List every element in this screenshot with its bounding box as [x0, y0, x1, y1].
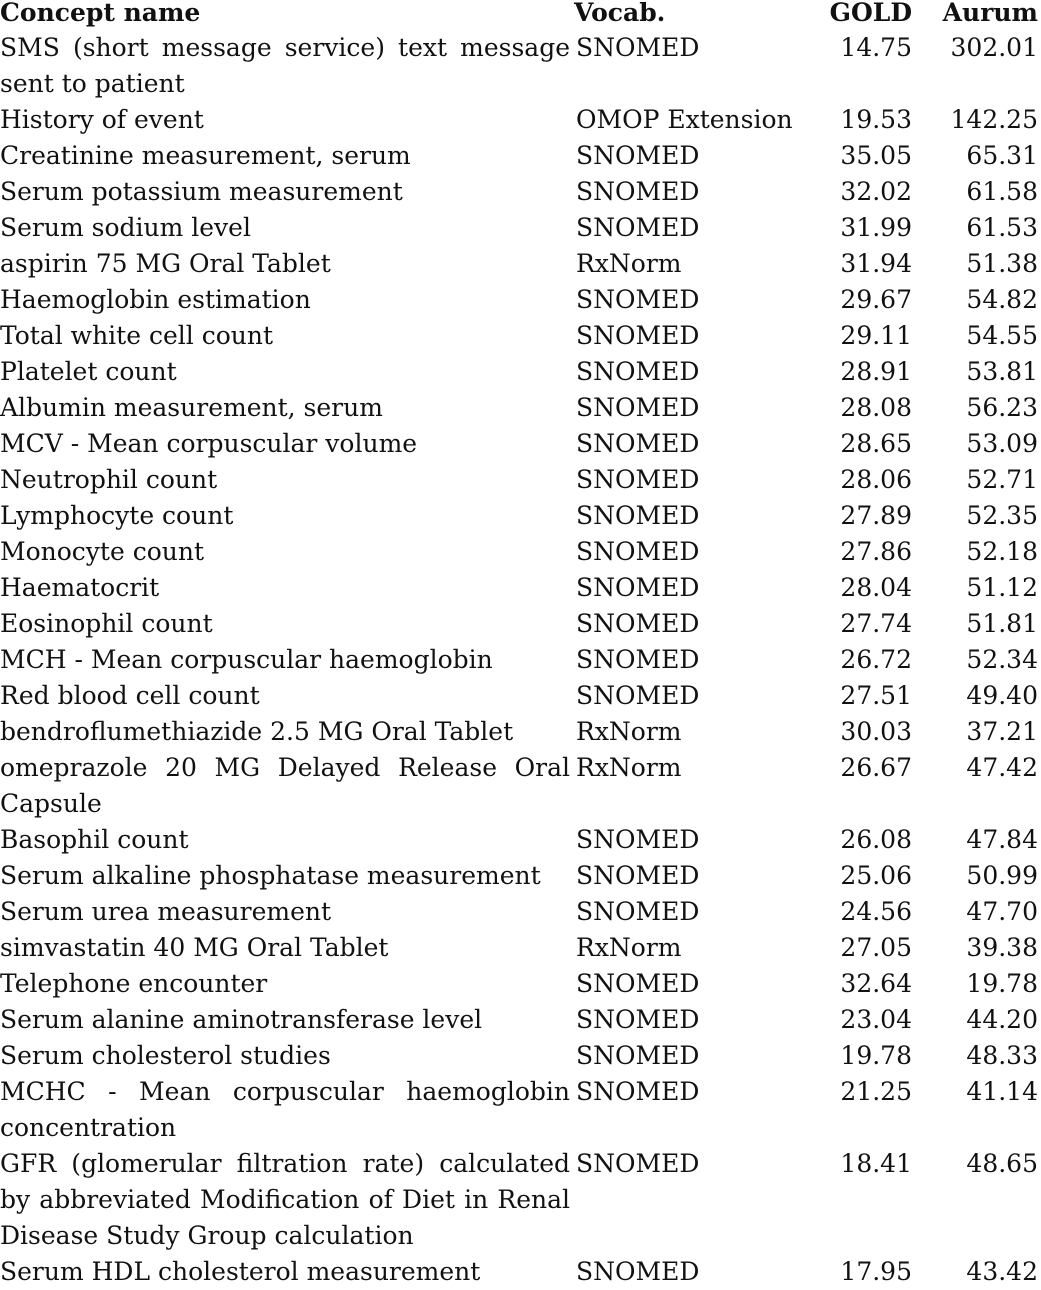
vocab-cell: SNOMED: [576, 969, 700, 998]
vocab-cell: SNOMED: [576, 393, 700, 422]
vocab-cell: SNOMED: [576, 321, 700, 350]
concept-name-cell: History of event: [0, 105, 204, 134]
concept-name-cell: GFR (glomerular filtration rate) calculated by abbreviated Modification of Diet in Renal Disease Study Group calculation: [0, 1149, 570, 1250]
vocab-cell: SNOMED: [576, 177, 700, 206]
table-row: [0, 1254, 1041, 1290]
concept-name-cell: MCV - Mean corpuscular volume: [0, 429, 418, 458]
gold-value-cell: 24.56: [840, 897, 912, 926]
table-row: [0, 534, 1041, 570]
concept-name-cell: Creatinine measurement, serum: [0, 141, 411, 170]
gold-value-cell: 14.75: [840, 33, 912, 62]
aurum-value-cell: 47.42: [966, 753, 1038, 782]
table-header: [0, 0, 1041, 30]
aurum-value-cell: 47.70: [966, 897, 1038, 926]
aurum-value-cell: 65.31: [966, 141, 1038, 170]
vocab-cell: SNOMED: [576, 357, 700, 386]
table-row: [0, 678, 1041, 714]
concept-name-cell: Haemoglobin estimation: [0, 285, 311, 314]
gold-value-cell: 25.06: [840, 861, 912, 890]
vocab-cell: SNOMED: [576, 501, 700, 530]
aurum-value-cell: 47.84: [966, 825, 1038, 854]
aurum-value-cell: 56.23: [966, 393, 1038, 422]
concept-name-cell: aspirin 75 MG Oral Tablet: [0, 249, 331, 278]
gold-value-cell: 23.04: [840, 1005, 912, 1034]
concept-name-cell: Serum alanine aminotransferase level: [0, 1005, 483, 1034]
gold-value-cell: 28.91: [840, 357, 912, 386]
header-row: [0, 0, 1041, 30]
concept-name-cell: Albumin measurement, serum: [0, 393, 383, 422]
vocab-cell: SNOMED: [576, 465, 700, 494]
gold-value-cell: 28.08: [840, 393, 912, 422]
vocab-cell: SNOMED: [576, 573, 700, 602]
aurum-value-cell: 50.99: [966, 861, 1038, 890]
concept-name-cell: MCH - Mean corpuscular haemoglobin: [0, 645, 493, 674]
vocab-cell: SNOMED: [576, 1041, 700, 1070]
gold-value-cell: 31.94: [840, 249, 912, 278]
vocab-cell: SNOMED: [576, 681, 700, 710]
vocab-cell: RxNorm: [576, 753, 682, 782]
table-row: [0, 210, 1041, 246]
aurum-value-cell: 52.18: [966, 537, 1038, 566]
concept-name-cell: SMS (short message service) text message sent to patient: [0, 33, 570, 98]
gold-value-cell: 32.02: [840, 177, 912, 206]
vocab-cell: SNOMED: [576, 861, 700, 890]
table-row: [0, 30, 1041, 102]
header-gold: GOLD: [829, 0, 912, 27]
concept-name-cell: bendroflumethiazide 2.5 MG Oral Tablet: [0, 717, 514, 746]
vocab-cell: SNOMED: [576, 33, 700, 62]
gold-value-cell: 17.95: [840, 1257, 912, 1286]
vocab-cell: SNOMED: [576, 1149, 700, 1178]
concept-name-cell: Serum potassium measurement: [0, 177, 403, 206]
table-row: [0, 1038, 1041, 1074]
concept-name-cell: Neutrophil count: [0, 465, 218, 494]
aurum-value-cell: 61.53: [966, 213, 1038, 242]
gold-value-cell: 28.04: [840, 573, 912, 602]
table-row: [0, 894, 1041, 930]
aurum-value-cell: 51.81: [966, 609, 1038, 638]
concept-name-cell: Serum HDL cholesterol measurement: [0, 1257, 481, 1286]
vocab-cell: RxNorm: [576, 717, 682, 746]
header-concept-name: Concept name: [0, 0, 201, 27]
aurum-value-cell: 48.33: [966, 1041, 1038, 1070]
table-row: [0, 174, 1041, 210]
concept-name-cell: Basophil count: [0, 825, 189, 854]
table-row: [0, 930, 1041, 966]
gold-value-cell: 27.89: [840, 501, 912, 530]
concept-name-cell: Serum urea measurement: [0, 897, 332, 926]
table-row: [0, 1002, 1041, 1038]
concept-name-cell: Monocyte count: [0, 537, 205, 566]
table-row: [0, 750, 1041, 822]
vocab-cell: SNOMED: [576, 213, 700, 242]
gold-value-cell: 32.64: [840, 969, 912, 998]
aurum-value-cell: 51.38: [966, 249, 1038, 278]
table-row: [0, 102, 1041, 138]
vocab-cell: SNOMED: [576, 645, 700, 674]
gold-value-cell: 27.51: [840, 681, 912, 710]
vocab-cell: SNOMED: [576, 1077, 700, 1106]
table-body: [0, 30, 1041, 1290]
gold-value-cell: 27.74: [840, 609, 912, 638]
gold-value-cell: 28.65: [840, 429, 912, 458]
table-row: [0, 426, 1041, 462]
table-row: [0, 246, 1041, 282]
concept-name-cell: Platelet count: [0, 357, 177, 386]
vocab-cell: SNOMED: [576, 141, 700, 170]
gold-value-cell: 26.72: [840, 645, 912, 674]
aurum-value-cell: 302.01: [950, 33, 1038, 62]
table-row: [0, 642, 1041, 678]
gold-value-cell: 26.67: [840, 753, 912, 782]
vocab-cell: SNOMED: [576, 285, 700, 314]
concept-name-cell: Haematocrit: [0, 573, 160, 602]
table-row: [0, 390, 1041, 426]
aurum-value-cell: 19.78: [966, 969, 1038, 998]
aurum-value-cell: 52.34: [966, 645, 1038, 674]
concept-name-cell: Serum cholesterol studies: [0, 1041, 331, 1070]
table-row: [0, 822, 1041, 858]
aurum-value-cell: 53.09: [966, 429, 1038, 458]
gold-value-cell: 31.99: [840, 213, 912, 242]
table-row: [0, 606, 1041, 642]
aurum-value-cell: 61.58: [966, 177, 1038, 206]
vocab-cell: RxNorm: [576, 249, 682, 278]
vocab-cell: SNOMED: [576, 1005, 700, 1034]
table-row: [0, 1074, 1041, 1146]
gold-value-cell: 29.67: [840, 285, 912, 314]
table-row: [0, 138, 1041, 174]
gold-value-cell: 27.05: [840, 933, 912, 962]
aurum-value-cell: 37.21: [966, 717, 1038, 746]
gold-value-cell: 29.11: [840, 321, 912, 350]
gold-value-cell: 28.06: [840, 465, 912, 494]
table-row: [0, 966, 1041, 1002]
table-row: [0, 282, 1041, 318]
vocab-cell: SNOMED: [576, 609, 700, 638]
aurum-value-cell: 41.14: [966, 1077, 1038, 1106]
vocab-cell: SNOMED: [576, 429, 700, 458]
header-aurum: Aurum: [942, 0, 1038, 27]
table-row: [0, 570, 1041, 606]
gold-value-cell: 27.86: [840, 537, 912, 566]
aurum-value-cell: 51.12: [966, 573, 1038, 602]
aurum-value-cell: 39.38: [966, 933, 1038, 962]
vocab-cell: OMOP Extension: [576, 105, 793, 134]
gold-value-cell: 30.03: [840, 717, 912, 746]
concept-name-cell: Lymphocyte count: [0, 501, 234, 530]
aurum-value-cell: 48.65: [966, 1149, 1038, 1178]
concept-name-cell: MCHC - Mean corpuscular haemoglobin concentration: [0, 1077, 570, 1142]
concept-name-cell: simvastatin 40 MG Oral Tablet: [0, 933, 389, 962]
vocab-cell: SNOMED: [576, 1257, 700, 1286]
aurum-value-cell: 43.42: [966, 1257, 1038, 1286]
table-row: [0, 858, 1041, 894]
gold-value-cell: 18.41: [840, 1149, 912, 1178]
aurum-value-cell: 54.82: [966, 285, 1038, 314]
vocab-cell: SNOMED: [576, 537, 700, 566]
table-row: [0, 498, 1041, 534]
aurum-value-cell: 49.40: [966, 681, 1038, 710]
gold-value-cell: 35.05: [840, 141, 912, 170]
aurum-value-cell: 142.25: [950, 105, 1038, 134]
concept-name-cell: omeprazole 20 MG Delayed Release Oral Capsule: [0, 753, 570, 818]
table-row: [0, 714, 1041, 750]
table-row: [0, 462, 1041, 498]
concept-name-cell: Red blood cell count: [0, 681, 260, 710]
concept-name-cell: Serum alkaline phosphatase measurement: [0, 861, 541, 890]
gold-value-cell: 19.53: [840, 105, 912, 134]
concept-name-cell: Telephone encounter: [0, 969, 268, 998]
aurum-value-cell: 52.35: [966, 501, 1038, 530]
concept-name-cell: Eosinophil count: [0, 609, 213, 638]
vocab-cell: SNOMED: [576, 897, 700, 926]
gold-value-cell: 21.25: [840, 1077, 912, 1106]
concept-name-cell: Serum sodium level: [0, 213, 251, 242]
header-vocab: Vocab.: [574, 0, 666, 27]
concept-name-cell: Total white cell count: [0, 321, 273, 350]
aurum-value-cell: 53.81: [966, 357, 1038, 386]
aurum-value-cell: 44.20: [966, 1005, 1038, 1034]
aurum-value-cell: 52.71: [966, 465, 1038, 494]
vocab-cell: RxNorm: [576, 933, 682, 962]
table-row: [0, 354, 1041, 390]
table-row: [0, 318, 1041, 354]
gold-value-cell: 26.08: [840, 825, 912, 854]
vocab-cell: SNOMED: [576, 825, 700, 854]
table-row: [0, 1146, 1041, 1254]
aurum-value-cell: 54.55: [966, 321, 1038, 350]
gold-value-cell: 19.78: [840, 1041, 912, 1070]
